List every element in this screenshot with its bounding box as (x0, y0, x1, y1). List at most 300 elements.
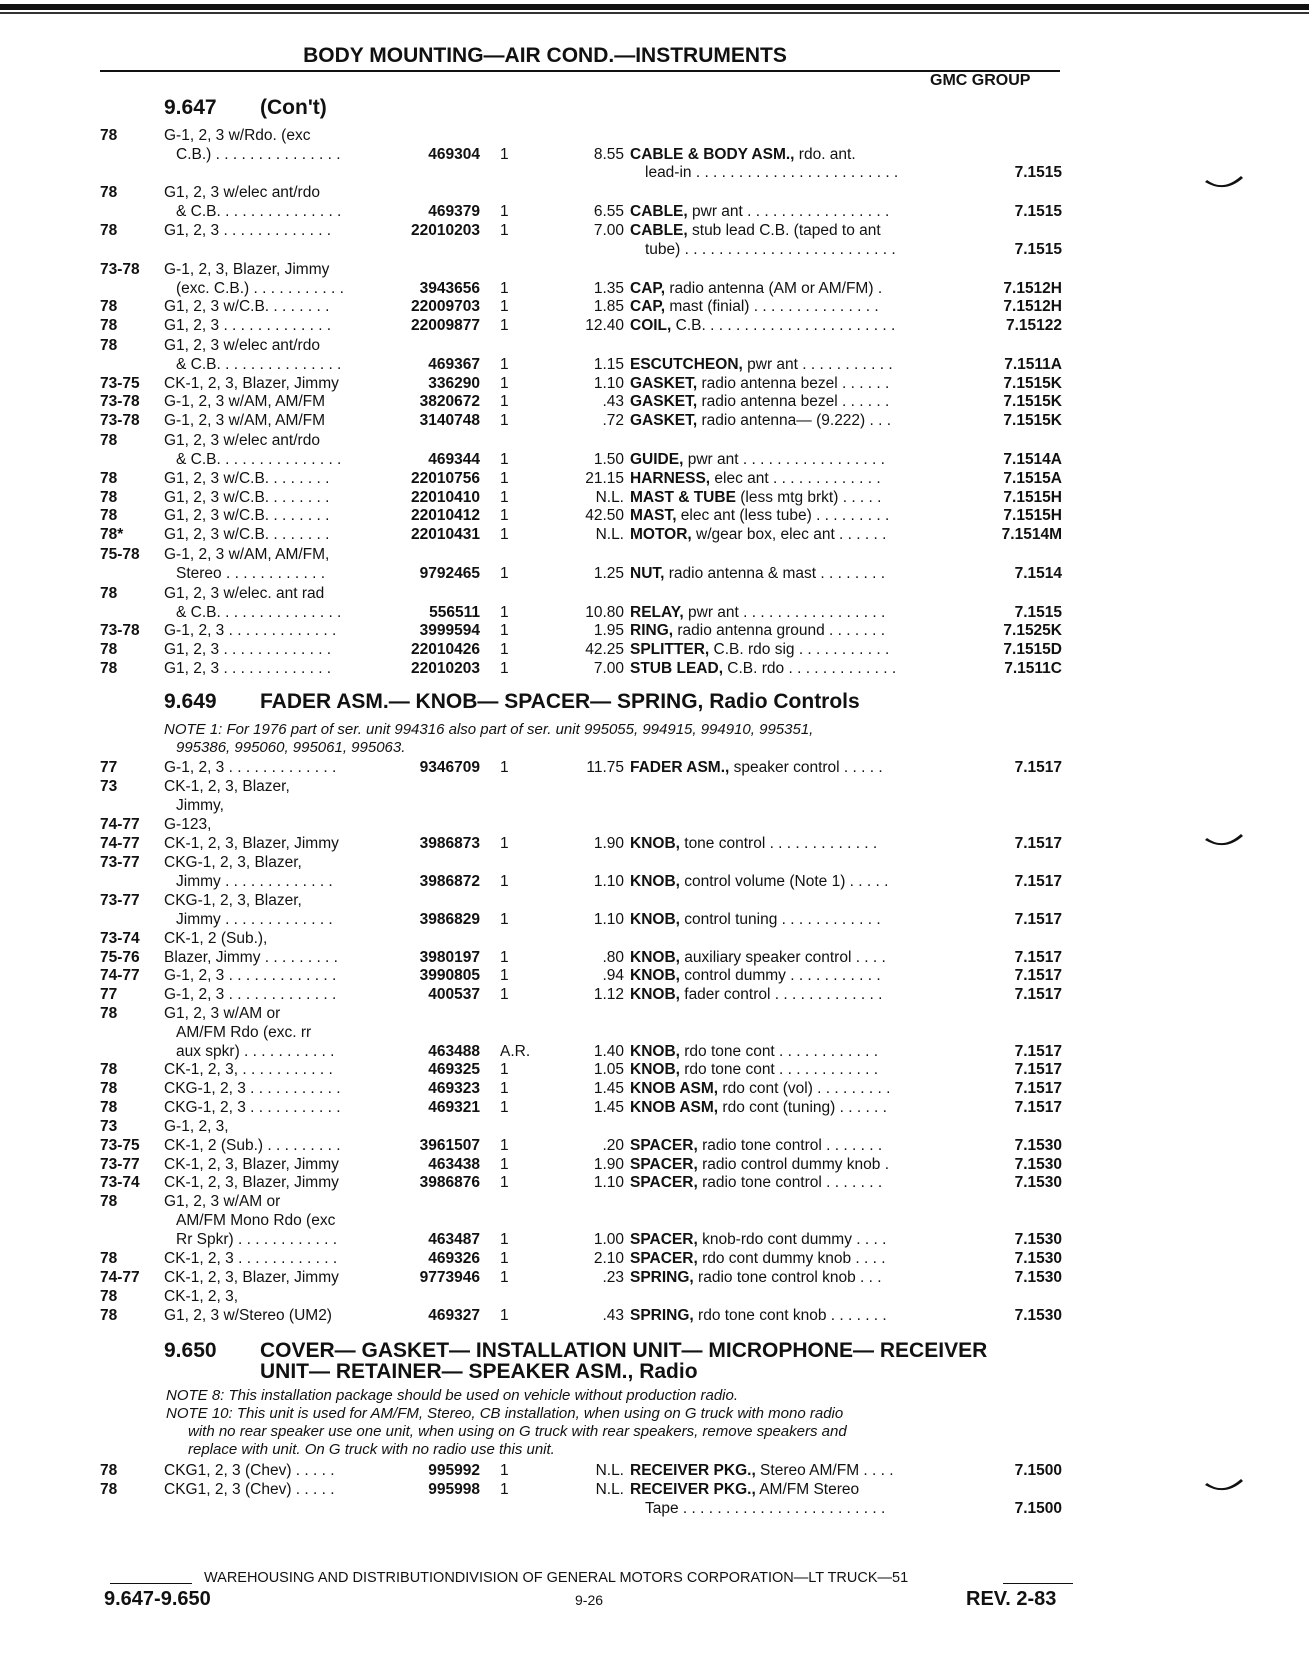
description (645, 240, 896, 259)
part-name: RECEIVER PKG., (630, 1481, 756, 1498)
price: 1.15 (593, 356, 624, 373)
group-number: 7.1515H (1003, 489, 1062, 506)
description (630, 202, 889, 221)
model-year: 75-76 (100, 949, 140, 966)
description (630, 1306, 887, 1325)
price: .43 (602, 393, 624, 410)
application: G-123, (164, 816, 212, 833)
quantity: 1 (500, 222, 509, 239)
application: G1, 2, 3 . . . . . . . . . . . . . (164, 641, 332, 658)
section-number: 9.647 (164, 96, 217, 119)
part-number: 9346709 (419, 759, 480, 776)
model-year: 78 (100, 432, 118, 449)
application: Jimmy . . . . . . . . . . . . . (176, 873, 333, 890)
footer-page-number: 9-26 (575, 1592, 604, 1608)
quantity: 1 (500, 873, 509, 890)
model-year: 73 (100, 778, 118, 795)
parts-row (0, 1155, 1309, 1174)
part-name: SPACER, (630, 1174, 698, 1191)
application: CKG1, 2, 3 (Chev) . . . . . (164, 1481, 335, 1498)
section-heading-9650 (164, 1340, 987, 1382)
quantity: 1 (500, 1137, 509, 1154)
part-number: 22010431 (411, 526, 480, 543)
part-detail: C.B. . . . . . . . . . . . . . . . . . . . . . . (671, 317, 896, 334)
part-detail: radio antenna & mast . . . . . . . . (664, 565, 886, 582)
parts-row (0, 221, 1309, 240)
price: 1.85 (593, 298, 624, 315)
parts-row (0, 1098, 1309, 1117)
model-year: 78 (100, 1080, 118, 1097)
description (645, 1499, 885, 1518)
parts-row (0, 1306, 1309, 1325)
part-number: 9792465 (419, 565, 480, 582)
group-number: 7.1511A (1004, 356, 1062, 373)
description (630, 640, 889, 659)
part-number: 463488 (428, 1043, 480, 1060)
price: 1.10 (593, 873, 624, 890)
footer-revision: REV. 2-83 (966, 1588, 1057, 1610)
group-number: 7.1515K (1003, 375, 1062, 392)
group-number: 7.1515A (1003, 470, 1062, 487)
part-number: 336290 (428, 375, 480, 392)
parts-row (0, 1117, 1309, 1136)
application: C.B.) . . . . . . . . . . . . . . . (176, 146, 341, 163)
note-10-cont-1: with no rear speaker use one unit, when using on G truck with rear speakers, remove speakers and (188, 1423, 847, 1440)
model-year: 77 (100, 986, 118, 1003)
description (630, 316, 895, 335)
quantity: 1 (500, 470, 509, 487)
quantity: 1 (500, 1481, 509, 1498)
part-detail: AM/FM Stereo (755, 1481, 860, 1498)
application: AM/FM Rdo (exc. rr (176, 1024, 312, 1041)
parts-row (0, 929, 1309, 948)
part-detail: C.B. rdo sig . . . . . . . . . . . (709, 641, 890, 658)
application: G-1, 2, 3, Blazer, Jimmy (164, 261, 330, 278)
part-detail: tone control . . . . . . . . . . . . . (679, 835, 878, 852)
part-detail: pwr ant . . . . . . . . . . . . . . . . . (683, 604, 886, 621)
note-1: NOTE 1: For 1976 part of ser. unit 994316 also part of ser. unit 995055, 994915, 994910, 995351, (164, 721, 814, 738)
part-name: MOTOR, (630, 526, 692, 543)
part-detail: control dummy . . . . . . . . . . . (679, 967, 881, 984)
model-year: 73-78 (100, 393, 140, 410)
model-year: 78 (100, 1462, 118, 1479)
description (645, 163, 898, 182)
application: G1, 2, 3 . . . . . . . . . . . . . (164, 660, 332, 677)
parts-row (0, 1192, 1309, 1211)
group-number: 7.1517 (1014, 759, 1062, 776)
part-name: KNOB, (630, 873, 680, 890)
part-name: MAST & TUBE (630, 489, 736, 506)
parts-row (0, 1461, 1309, 1480)
description (630, 1173, 882, 1192)
group-number: 7.1517 (1014, 835, 1062, 852)
model-year: 78 (100, 337, 118, 354)
application: G1, 2, 3 w/elec. ant rad (164, 585, 325, 602)
part-name: SPRING, (630, 1307, 694, 1324)
parts-row (0, 1060, 1309, 1079)
part-name: CAP, (630, 298, 666, 315)
application: Stereo . . . . . . . . . . . . (176, 565, 326, 582)
group-number: 7.1500 (1014, 1462, 1062, 1479)
quantity: 1 (500, 317, 509, 334)
part-detail: radio antenna bezel . . . . . . (697, 393, 890, 410)
part-name: SPACER, (630, 1250, 698, 1267)
price: 1.10 (593, 911, 624, 928)
model-year: 78 (100, 1099, 118, 1116)
part-detail: (less mtg brkt) . . . . . (735, 489, 882, 506)
description (630, 758, 883, 777)
group-number: 7.1517 (1014, 1080, 1062, 1097)
quantity: 1 (500, 1080, 509, 1097)
model-year: 78 (100, 507, 118, 524)
price: N.L. (595, 1481, 624, 1498)
part-name: ESCUTCHEON, (630, 356, 743, 373)
parts-row (0, 853, 1309, 872)
parts-row (0, 506, 1309, 525)
part-detail: w/gear box, elec ant . . . . . . (691, 526, 887, 543)
model-year: 78 (100, 1288, 118, 1305)
parts-row (0, 1004, 1309, 1023)
part-name: GASKET, (630, 412, 698, 429)
model-year: 73-74 (100, 930, 140, 947)
parts-row (0, 1249, 1309, 1268)
group-number: 7.15122 (1005, 317, 1062, 334)
part-name: SPACER, (630, 1156, 698, 1173)
part-detail: auxiliary speaker control . . . . (679, 949, 886, 966)
parts-row (0, 183, 1309, 202)
part-number: 22010203 (411, 660, 480, 677)
parts-row (0, 910, 1309, 929)
part-name: KNOB, (630, 1061, 680, 1078)
part-name: CABLE, (630, 222, 688, 239)
group-number: 7.1515 (1014, 241, 1062, 258)
group-number: 7.1517 (1014, 1061, 1062, 1078)
part-number: 22009703 (411, 298, 480, 315)
quantity: 1 (500, 759, 509, 776)
part-detail: radio antenna bezel . . . . . . (697, 375, 890, 392)
application: CK-1, 2, 3, Blazer, Jimmy (164, 835, 339, 852)
part-name: CABLE, (630, 203, 688, 220)
part-detail: radio tone control . . . . . . . (697, 1174, 883, 1191)
parts-row (0, 145, 1309, 164)
price: 1.90 (593, 1156, 624, 1173)
group-number: 7.1500 (1014, 1500, 1062, 1517)
group-number: 7.1515D (1003, 641, 1062, 658)
part-number: 3986876 (419, 1174, 480, 1191)
part-detail: radio tone control . . . . . . . (697, 1137, 883, 1154)
part-detail: elec ant (less tube) . . . . . . . . . (676, 507, 890, 524)
description (630, 603, 885, 622)
price: 1.35 (593, 280, 624, 297)
part-number: 22009877 (411, 317, 480, 334)
application: G1, 2, 3 w/AM or (164, 1193, 281, 1210)
application: G1, 2, 3 w/C.B. . . . . . . . (164, 507, 330, 524)
model-year: 73-75 (100, 1137, 140, 1154)
section-heading-9647 (164, 96, 327, 120)
quantity: A.R. (500, 1043, 531, 1060)
price: N.L. (595, 489, 624, 506)
section-heading-9649 (164, 690, 860, 714)
part-detail: pwr ant . . . . . . . . . . . . . . . . . (683, 451, 885, 468)
group-number: 7.1515K (1003, 393, 1062, 410)
description (630, 564, 885, 583)
application: CK-1, 2 (Sub.), (164, 930, 268, 947)
description (630, 374, 889, 393)
part-number: 3990805 (419, 967, 480, 984)
part-detail: tube) . . . . . . . . . . . . . . . . . . . . . . . . . (645, 241, 896, 258)
part-detail: radio antenna ground . . . . . . . (673, 622, 886, 639)
parts-row (0, 966, 1309, 985)
part-detail: Tape . . . . . . . . . . . . . . . . . . . . . . . . (645, 1500, 886, 1517)
application: CK-1, 2, 3, Blazer, Jimmy (164, 1269, 339, 1286)
price: .80 (602, 949, 624, 966)
quantity: 1 (500, 1061, 509, 1078)
group-number: 7.1530 (1014, 1231, 1062, 1248)
application: Blazer, Jimmy . . . . . . . . . (164, 949, 338, 966)
description (630, 506, 889, 525)
part-name: COIL, (630, 317, 672, 334)
price: 1.12 (593, 986, 624, 1003)
description (630, 834, 877, 853)
price: .20 (602, 1137, 624, 1154)
group-number: 7.1530 (1014, 1307, 1062, 1324)
part-detail: stub lead C.B. (taped to ant (687, 222, 881, 239)
application: CK-1, 2, 3 . . . . . . . . . . . . (164, 1250, 338, 1267)
parts-row (0, 431, 1309, 450)
part-name: NUT, (630, 565, 665, 582)
footer-rule-right (1003, 1583, 1073, 1584)
part-name: RECEIVER PKG., (630, 1462, 756, 1479)
part-name: KNOB, (630, 911, 680, 928)
part-number: 995992 (428, 1462, 480, 1479)
price: 42.25 (585, 641, 624, 658)
note-10: NOTE 10: This unit is used for AM/FM, Stereo, CB installation, when using on G truck with mono radio (166, 1405, 844, 1422)
quantity: 1 (500, 356, 509, 373)
part-detail: pwr ant . . . . . . . . . . . (742, 356, 893, 373)
group-number: 7.1515H (1003, 507, 1062, 524)
parts-row (0, 545, 1309, 564)
part-detail: radio control dummy knob . (697, 1156, 890, 1173)
part-detail: radio tone control knob . . . (693, 1269, 882, 1286)
model-year: 73-77 (100, 892, 140, 909)
parts-row (0, 279, 1309, 298)
application: CK-1, 2, 3, Blazer, (164, 778, 290, 795)
model-year: 78 (100, 1481, 118, 1498)
description (630, 872, 888, 891)
part-name: KNOB, (630, 1043, 680, 1060)
model-year: 74-77 (100, 835, 140, 852)
punch-hole-mark (1205, 172, 1245, 192)
description (630, 1042, 878, 1061)
part-name: GUIDE, (630, 451, 684, 468)
part-number: 469379 (428, 203, 480, 220)
part-number: 22010412 (411, 507, 480, 524)
part-number: 469304 (428, 146, 480, 163)
parts-row (0, 1499, 1309, 1518)
description (630, 450, 885, 469)
group-number: 7.1517 (1014, 911, 1062, 928)
parts-row (0, 1136, 1309, 1155)
group-number: 7.1515 (1014, 203, 1062, 220)
part-detail: rdo cont dummy knob . . . . (697, 1250, 886, 1267)
parts-row (0, 1268, 1309, 1287)
group-number: 7.1525K (1003, 622, 1062, 639)
part-detail: rdo tone cont . . . . . . . . . . . . (679, 1061, 879, 1078)
part-number: 22010203 (411, 222, 480, 239)
footer-section-range: 9.647-9.650 (104, 1588, 211, 1610)
part-name: CABLE & BODY ASM., (630, 146, 795, 163)
application: G-1, 2, 3 . . . . . . . . . . . . . (164, 967, 337, 984)
model-year: 73-78 (100, 412, 140, 429)
description (630, 1461, 894, 1480)
model-year: 78* (100, 526, 124, 543)
parts-row (0, 469, 1309, 488)
quantity: 1 (500, 412, 509, 429)
model-year: 78 (100, 1061, 118, 1078)
model-year: 78 (100, 184, 118, 201)
parts-row (0, 985, 1309, 1004)
parts-row (0, 948, 1309, 967)
parts-row (0, 1173, 1309, 1192)
group-number: 7.1517 (1014, 1099, 1062, 1116)
parts-row (0, 1211, 1309, 1230)
quantity: 1 (500, 375, 509, 392)
application: G-1, 2, 3 . . . . . . . . . . . . . (164, 759, 337, 776)
group-number: 7.1517 (1014, 1043, 1062, 1060)
quantity: 1 (500, 526, 509, 543)
model-year: 78 (100, 317, 118, 334)
group-number: 7.1515 (1014, 604, 1062, 621)
part-detail: lead-in . . . . . . . . . . . . . . . . . . . . . . . . (645, 164, 899, 181)
part-detail: Stereo AM/FM . . . . (755, 1462, 894, 1479)
part-number: 463438 (428, 1156, 480, 1173)
application: aux spkr) . . . . . . . . . . . (176, 1043, 335, 1060)
section-title: COVER— GASKET— INSTALLATION UNIT— MICROPHONE— RECEIVER (260, 1339, 988, 1362)
group-number: 7.1517 (1014, 949, 1062, 966)
part-detail: radio antenna (AM or AM/FM) . (665, 280, 883, 297)
description (630, 392, 889, 411)
parts-row (0, 316, 1309, 335)
part-name: SPLITTER, (630, 641, 710, 658)
part-number: 463487 (428, 1231, 480, 1248)
part-number: 22010410 (411, 489, 480, 506)
part-number: 3986872 (419, 873, 480, 890)
part-detail: rdo tone cont knob . . . . . . . (693, 1307, 887, 1324)
quantity: 1 (500, 641, 509, 658)
application: G1, 2, 3 w/C.B. . . . . . . . (164, 470, 330, 487)
quantity: 1 (500, 146, 509, 163)
price: 6.55 (593, 203, 624, 220)
description (630, 1230, 886, 1249)
section-title-cont: UNIT— RETAINER— SPEAKER ASM., Radio (260, 1360, 698, 1383)
price: .94 (602, 967, 624, 984)
model-year: 77 (100, 759, 118, 776)
price: .23 (602, 1269, 624, 1286)
group-number: 7.1514A (1003, 451, 1062, 468)
application: G-1, 2, 3 w/AM, AM/FM (164, 412, 326, 429)
price: 1.45 (593, 1099, 624, 1116)
model-year: 75-78 (100, 546, 140, 563)
parts-row (0, 603, 1309, 622)
price: 12.40 (585, 317, 624, 334)
quantity: 1 (500, 1269, 509, 1286)
model-year: 78 (100, 222, 118, 239)
section-number: 9.649 (164, 690, 217, 713)
price: 2.10 (593, 1250, 624, 1267)
application: G-1, 2, 3 w/Rdo. (exc (164, 127, 311, 144)
part-name: SPRING, (630, 1269, 694, 1286)
parts-row (0, 777, 1309, 796)
punch-hole-mark (1205, 830, 1245, 850)
price: 1.05 (593, 1061, 624, 1078)
part-name: RELAY, (630, 604, 684, 621)
part-number: 469367 (428, 356, 480, 373)
parts-row (0, 1079, 1309, 1098)
part-name: KNOB ASM, (630, 1099, 719, 1116)
part-name: KNOB ASM, (630, 1080, 719, 1097)
group-number: 7.1517 (1014, 967, 1062, 984)
description (630, 1098, 887, 1117)
part-detail: rdo cont (vol) . . . . . . . . . (718, 1080, 891, 1097)
quantity: 1 (500, 604, 509, 621)
price: 10.80 (585, 604, 624, 621)
part-detail: fader control . . . . . . . . . . . . . (679, 986, 883, 1003)
description (630, 221, 881, 240)
model-year: 78 (100, 127, 118, 144)
application: Jimmy, (176, 797, 224, 814)
model-year: 74-77 (100, 967, 140, 984)
model-year: 73-77 (100, 1156, 140, 1173)
description (630, 985, 882, 1004)
part-detail: control tuning . . . . . . . . . . . . (679, 911, 881, 928)
model-year: 73 (100, 1118, 118, 1135)
footer-rule-left (110, 1583, 192, 1584)
note-10-cont-2: replace with unit. On G truck with no radio use this unit. (188, 1441, 555, 1458)
price: 1.95 (593, 622, 624, 639)
group-number: 7.1515K (1003, 412, 1062, 429)
parts-row (0, 411, 1309, 430)
group-number: 7.1530 (1014, 1156, 1062, 1173)
application: G1, 2, 3 w/C.B. . . . . . . . (164, 298, 330, 315)
application: & C.B. . . . . . . . . . . . . . . (176, 356, 342, 373)
application: Rr Spkr) . . . . . . . . . . . . (176, 1231, 338, 1248)
application: G1, 2, 3 . . . . . . . . . . . . . (164, 222, 332, 239)
model-year: 78 (100, 1193, 118, 1210)
quantity: 1 (500, 949, 509, 966)
price: N.L. (595, 526, 624, 543)
part-number: 3943656 (419, 280, 480, 297)
description (630, 1079, 890, 1098)
description (630, 355, 893, 374)
model-year: 78 (100, 660, 118, 677)
description (630, 1249, 886, 1268)
parts-row (0, 1287, 1309, 1306)
quantity: 1 (500, 451, 509, 468)
part-detail: knob-rdo cont dummy . . . . (697, 1231, 887, 1248)
parts-row (0, 659, 1309, 678)
section-number: 9.650 (164, 1339, 217, 1362)
part-number: 3980197 (419, 949, 480, 966)
quantity: 1 (500, 967, 509, 984)
quantity: 1 (500, 393, 509, 410)
part-name: MAST, (630, 507, 677, 524)
application: CKG-1, 2, 3 . . . . . . . . . . . (164, 1099, 341, 1116)
parts-row (0, 834, 1309, 853)
application: CK-1, 2, 3, Blazer, Jimmy (164, 375, 339, 392)
header-rule (100, 70, 1060, 72)
application: G-1, 2, 3 w/AM, AM/FM (164, 393, 326, 410)
application: CK-1, 2, 3, Blazer, Jimmy (164, 1174, 339, 1191)
